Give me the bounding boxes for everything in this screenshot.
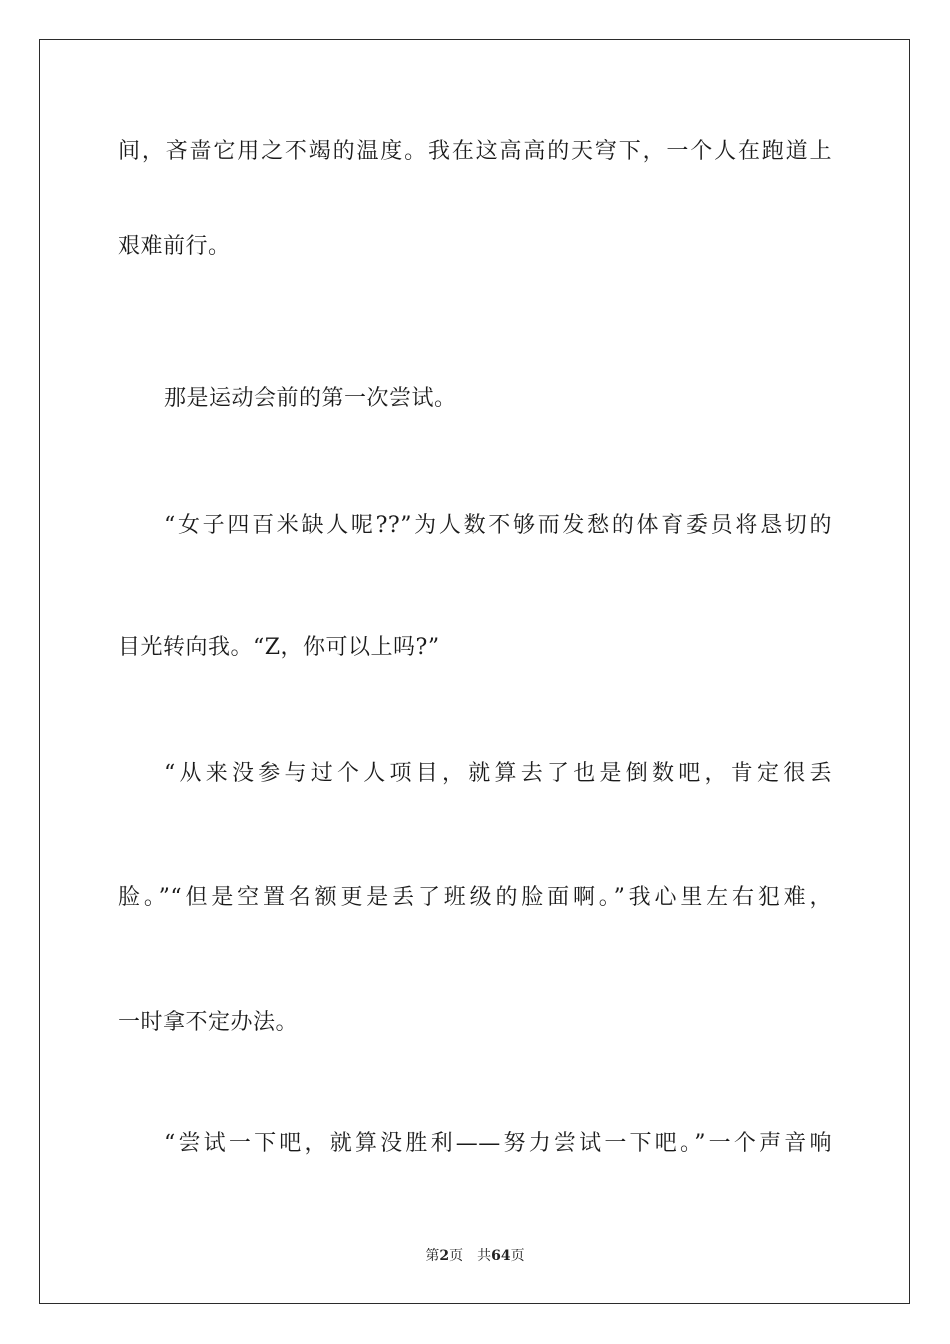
text-line: “从来没参与过个人项目，就算去了也是倒数吧，肯定很丢 <box>164 761 832 786</box>
total-pages-number: 64 <box>491 1248 511 1264</box>
text-line: 间，吝啬它用之不竭的温度。我在这高高的天穹下，一个人在跑道上 <box>118 139 832 164</box>
text-line: 目光转向我。“Z，你可以上吗?” <box>118 635 440 660</box>
footer-page-suffix: 页 <box>449 1248 464 1264</box>
footer-total-suffix: 页 <box>510 1248 525 1264</box>
footer-total-prefix: 共 <box>477 1248 492 1264</box>
page-footer <box>0 1247 950 1265</box>
page-border <box>39 39 910 1304</box>
footer-prefix: 第 <box>425 1248 440 1264</box>
text-line: 一时拿不定办法。 <box>118 1010 299 1035</box>
text-line: “尝试一下吧，就算没胜利——努力尝试一下吧。”一个声音响 <box>164 1131 832 1156</box>
current-page-number: 2 <box>439 1248 450 1264</box>
text-line: 脸。”“但是空置名额更是丢了班级的脸面啊。”我心里左右犯难， <box>118 885 832 910</box>
text-line: 艰难前行。 <box>118 234 231 259</box>
text-line: “女子四百米缺人呢??”为人数不够而发愁的体育委员将恳切的 <box>164 513 832 538</box>
text-line: 那是运动会前的第一次尝试。 <box>164 386 457 411</box>
